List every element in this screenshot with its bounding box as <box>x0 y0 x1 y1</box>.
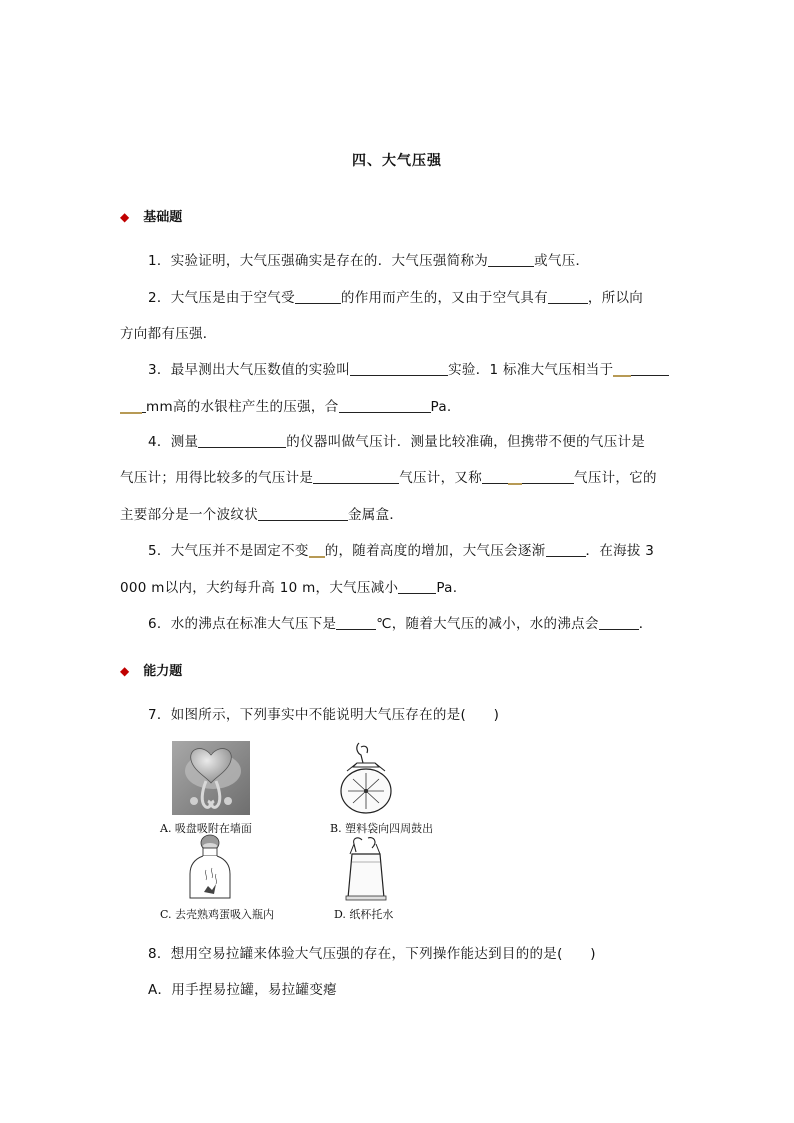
blank <box>309 543 325 558</box>
diamond-icon: ◆ <box>120 664 130 678</box>
blank <box>548 290 588 304</box>
egg-in-bottle-drawing <box>186 834 234 902</box>
q5-text-d: 000 m以内，大约每升高 10 m，大气压减小 <box>120 580 399 596</box>
option-c-caption: C. 去壳熟鸡蛋吸入瓶内 <box>160 908 275 921</box>
q2-text-b: 的作用而产生的，又由于空气具有 <box>340 290 548 306</box>
section-ability-label: 能力题 <box>143 664 183 679</box>
blank <box>508 470 522 485</box>
q4-text-a: 4．测量 <box>148 434 199 450</box>
q6-text-a: 6．水的沸点在标准大气压下是 <box>148 616 337 632</box>
suction-cup-hook-photo <box>172 741 250 815</box>
section-basic-heading <box>120 206 182 225</box>
blank <box>336 616 376 630</box>
q4-text-g: 金属盒． <box>348 507 404 523</box>
q8-stem: 8．想用空易拉罐来体验大气压强的存在，下列操作能达到目的的是( ) <box>148 946 596 962</box>
question-7 <box>148 703 499 723</box>
page-title: 四、大气压强 <box>352 153 442 169</box>
question-5 <box>148 539 654 559</box>
blank <box>339 399 431 413</box>
blank <box>350 362 448 376</box>
blank <box>482 470 508 484</box>
q3-text-a: 3．最早测出大气压数值的实验叫 <box>148 362 351 378</box>
q5-text-e: Pa. <box>436 580 458 596</box>
q8-option-a-text: A．用手捏易拉罐，易拉罐变瘪 <box>148 982 337 998</box>
question-4 <box>148 430 645 450</box>
q4-text-b: 的仪器叫做气压计．测量比较准确，但携带不便的气压计是 <box>286 434 646 450</box>
q6-text-c: ． <box>638 616 653 632</box>
blank <box>631 362 669 376</box>
blank <box>522 470 574 484</box>
q3-text-d: Pa. <box>430 399 452 415</box>
question-5-cont <box>120 576 457 596</box>
blank <box>198 434 286 448</box>
plastic-bag-drawing <box>335 741 397 817</box>
q5-text-a: 5．大气压并不是固定不变 <box>148 543 309 559</box>
blank <box>398 580 436 594</box>
q6-text-b: ℃，随着大气压的减小，水的沸点会 <box>376 616 599 632</box>
question-8 <box>148 942 596 962</box>
question-2-cont <box>120 322 217 342</box>
blank <box>313 470 399 484</box>
q4-text-c: 气压计；用得比较多的气压计是 <box>120 470 314 486</box>
question-2 <box>148 286 643 306</box>
q4-text-f: 主要部分是一个波纹状 <box>120 507 258 523</box>
q3-text-b: 实验．1 标准大气压相当于 <box>448 362 614 378</box>
question-3-cont <box>120 395 452 415</box>
question-8-option-a <box>148 978 337 998</box>
question-6 <box>148 612 653 632</box>
question-3 <box>148 358 669 378</box>
option-b-caption: B. 塑料袋向四周鼓出 <box>330 822 434 835</box>
q4-text-e: 气压计，它的 <box>574 470 657 486</box>
question-4-cont-1 <box>120 466 657 486</box>
section-basic-label: 基础题 <box>143 210 183 225</box>
blank <box>258 507 348 521</box>
question-1 <box>148 249 589 269</box>
blank <box>599 616 639 630</box>
option-a-caption: A. 吸盘吸附在墙面 <box>160 822 252 835</box>
blank <box>613 362 631 377</box>
blank <box>546 543 586 557</box>
q5-text-b: 的，随着高度的增加，大气压会逐渐 <box>324 543 546 559</box>
q2-text-c: ，所以向 <box>587 290 644 306</box>
q2-text-d: 方向都有压强． <box>120 326 217 342</box>
blank <box>295 290 341 304</box>
q4-text-d: 气压计，又称 <box>399 470 483 486</box>
q3-text-c: mm高的水银柱产生的压强，合 <box>146 399 339 415</box>
diamond-icon: ◆ <box>120 210 130 224</box>
paper-cup-drawing <box>338 834 394 902</box>
q2-text-a: 2．大气压是由于空气受 <box>148 290 295 306</box>
q5-text-c: ．在海拔 3 <box>585 543 655 559</box>
question-4-cont-2 <box>120 503 403 523</box>
blank <box>488 253 534 267</box>
section-ability-heading <box>120 660 182 679</box>
q7-stem: 7．如图所示，下列事实中不能说明大气压存在的是( ) <box>148 707 500 723</box>
option-d-caption: D. 纸杯托水 <box>334 908 394 921</box>
q1-text-b: 或气压． <box>534 253 590 269</box>
q1-text-a: 1．实验证明，大气压强确实是存在的．大气压强简称为 <box>148 253 489 269</box>
blank <box>120 399 142 414</box>
